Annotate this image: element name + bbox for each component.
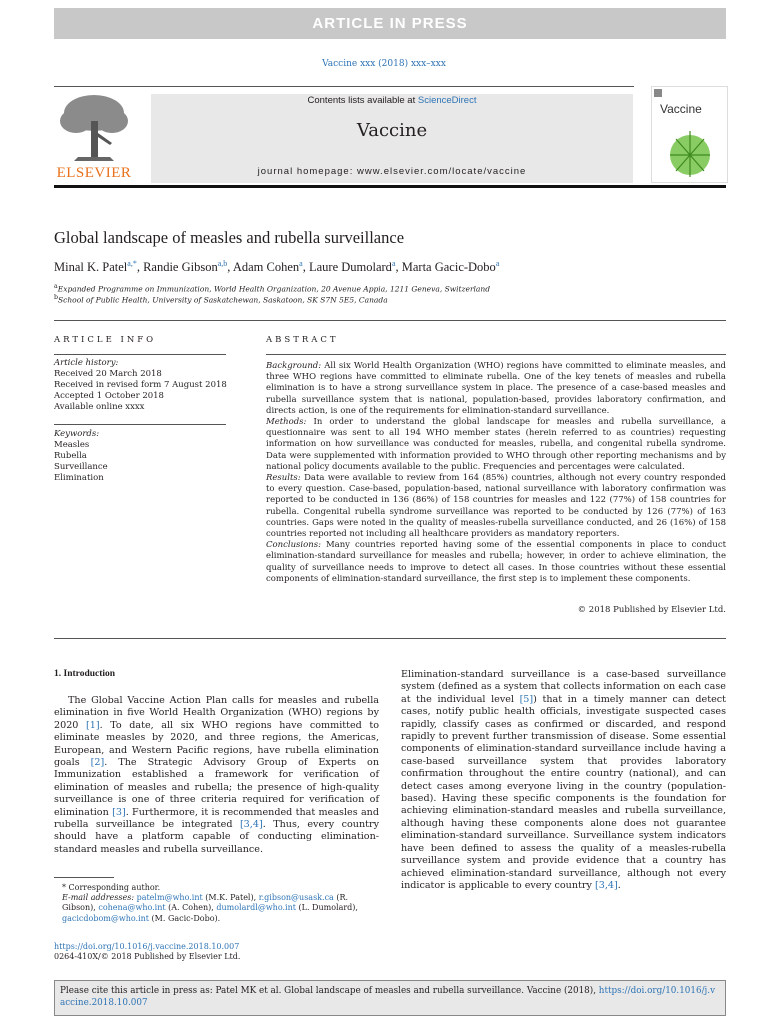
keywords-label: Keywords: [54,429,100,439]
abstract-text: Data were available to review from 164 (85%) countries, although not every country responded to every question. Case-based, population-based, national surveillance with laboratory confirmation was reported to be conducted in 136 (86%) of 158 countries for measles and 122 (77%) of 158 countries for rubella. Congenital rubella syndrome surveillance was reported to be conducted by 126 (77%) of 163 countries. Gaps were noted in the quality of measles-rubella surveillance conducted, and 26 (16%) of 158 countries reported not including all healthcare providers as mandatory reporters. [266,473,726,540]
contents-line [151,95,633,106]
article-title: Global landscape of measles and rubella surveillance [54,228,405,247]
doi-link[interactable]: https://doi.org/10.1016/j.vaccine.2018.10.007 [54,942,240,951]
article-history [54,358,227,413]
intro-paragraph-2 [401,669,726,892]
abstract-conclusions [266,540,726,585]
body-text: . Furthermore, it is recommended that measles and rubella surveillance be integrated [54,806,379,831]
author-name: Marta Gacic-Dobo [401,260,496,275]
citation-doi-link[interactable]: https://doi.org/10.1016/j.vaccine.2018.10.007 [60,986,716,1008]
journal-name: Vaccine [356,120,428,141]
affiliation-mark: a [54,283,58,290]
author-affil-mark[interactable]: a,b [217,259,228,268]
issn-line: 0264-410X/© 2018 Published by Elsevier Ltd. [54,952,241,961]
article-info-rule [54,354,226,355]
email-owner: (M. Gacic-Dobo). [149,913,221,923]
front-matter-rule [54,320,726,321]
author-name: Adam Cohen [232,260,300,275]
email-link[interactable]: gacicdobom@who.int [62,913,150,923]
author-list: Minal K. Patel$^{a,*}$, Randie Gibson$^{a,b}$, Adam Cohen$^a$, Laure Dumolard$^a$, Marta Gacic-Dobo$^a$ [54,259,500,275]
header-bottom-rule [54,185,726,188]
body-text: The Global Vaccine Action Plan calls for measles and rubella elimination in five World Health Organization (WHO) regions by 2020 [54,695,379,731]
reference-link[interactable]: [3] [112,806,126,818]
email-owner: (R. Gibson), [62,893,349,913]
abstract-text: Many countries reported having some of the essential components in place to conduct elimination-standard surveillance for measles and rubella; however, in order to achieve elimination, the quality of surveillance needs to improve to detect all cases. In those countries without these essential components of elimination-standard surveillance, the first step is to implement these components. [266,540,727,584]
article-in-press-banner: ARTICLE IN PRESS [54,8,726,39]
affiliation-text: Expanded Programme on Immunization, World Health Organization, 20 Avenue Appia, 1211 Geneva, Switzerland [57,284,491,294]
author-affil-mark[interactable]: a,* [127,259,137,268]
affiliation-text: School of Public Health, University of Saskatchewan, Saskatoon, SK S7N 5E5, Canada [58,295,388,305]
reference-link[interactable]: [3,4] [594,879,618,891]
body-text: . [617,879,621,891]
abstract-label: Results: [266,473,301,484]
body-text: . The Strategic Advisory Group of Experts on Immunization established a framework for verification of elimination of measles and rubella; the presence of high-quality surveillance is one of three criteria required for verification of elimination [54,757,379,818]
abstract-results [266,473,726,540]
body-text: ) that in a timely manner can detect cases, notify public health officials, investigate suspected cases rapidly, classify cases as confirmed or discarded, and respond rapidly to prevent further transmission of disease. Some essential components of elimination-standard surveillance include having a case-based surveillance system that provides laboratory confirmation throughout the entire country (national), and can detect cases among everyone living in the country (population-based). Having these specific components is the foundation for achieving elimination-standard measles and rubella surveillance, although having these components alone does not guarantee elimination-standard surveillance. Surveillance system indicators have been defined to assess the quality of a measles-rubella surveillance system and provide evidence that a country has achieved elimination-standard surveillance, although not every indicator is applicable to every country [401,693,726,891]
abstract-label: Background: [266,361,322,371]
author-affil-mark[interactable]: a [391,259,396,268]
abstract-label: Methods: [266,417,307,428]
footnotes [54,883,379,924]
keyword-item: Measles [54,440,90,450]
history-item: Received 20 March 2018 [54,369,162,379]
header-top-rule [54,86,634,87]
abstract-rule [266,354,726,355]
abstract-text: In order to understand the global landscape for measles and rubella surveillance, a questionnaire was sent to all 194 WHO member states (herein referred to as countries) requesting information on how surveillance was conducted for measles, rubella, and congenital rubella syndrome. Data were supplemented with information provided to WHO through other reporting mechanisms and by national policy documents available to the public. Frequencies and percentages were calculated. [266,417,726,472]
keywords-rule [54,424,226,425]
abstract-copyright: © 2018 Published by Elsevier Ltd. [577,605,726,615]
abstract-text: All six World Health Organization (WHO) regions have committed to eliminate measles, and three WHO regions have committed to eliminate rubella. One of the key tenets of measles and rubella elimination is to have a strong surveillance system in place. The presence of a case-based measles and rubella surveillance system that is national, population-based, provides laboratory confirmation, and directs action, is one of the requirements for elimination-standard surveillance. [266,361,726,416]
citation-text: Please cite this article in press as: Patel MK et al. Global landscape of measles and rubella surveillance. Vaccine (2018), [60,986,599,996]
reference-link[interactable]: [3,4] [239,819,263,831]
abstract-bottom-rule [54,638,726,639]
email-link[interactable]: cohena@who.int [98,903,166,913]
contents-prefix: Contents lists available at [307,95,418,106]
article-info-heading: ARTICLE INFO [54,335,157,345]
history-label: Article history: [54,358,119,368]
history-item: Received in revised form 7 August 2018 [54,380,227,390]
affiliation-a [54,283,490,294]
email-link[interactable]: r.gibson@usask.ca [258,893,334,903]
reference-link[interactable]: [2] [90,757,105,769]
email-owner: (M.K. Patel), [202,893,259,903]
author-name: Minal K. Patel [54,260,128,275]
email-owner: (A. Cohen), [165,903,217,913]
history-item: Available online xxxx [54,402,145,412]
email-link[interactable]: patelm@who.int [136,893,203,903]
body-text: Elimination-standard surveillance is a case-based surveillance system (defined as a system that collects information on each case at the individual level [401,669,726,705]
corresponding-author: * Corresponding author. [62,883,161,892]
abstract-methods [266,417,726,473]
author-affil-mark[interactable]: a [495,259,500,268]
email-link[interactable]: dumolardl@who.int [216,903,296,913]
sciencedirect-link[interactable]: ScienceDirect [417,95,477,106]
keywords [54,429,108,484]
keyword-item: Surveillance [54,462,108,472]
reference-link[interactable]: [1] [86,719,100,731]
journal-cover-image [651,86,728,183]
citation-box [54,980,726,1016]
keyword-item: Rubella [54,451,87,461]
affiliation-b [54,294,388,305]
body-text: . Thus, every country should have a platform capable of conducting elimination-standard measles and rubella surveillance. [54,819,379,855]
abstract-heading: ABSTRACT [266,335,339,345]
author-name: Laure Dumolard [308,260,392,275]
elsevier-wordmark: ELSEVIER [56,165,132,181]
keyword-item: Elimination [54,473,104,483]
author-affil-mark[interactable]: a [299,259,303,268]
body-text: . To date, all six WHO regions have committed to eliminate measles by 2020, and three regions, the Americas, European, and Western Pacific regions, have rubella elimination goals [54,719,380,769]
email-addresses [54,893,379,924]
abstract-label: Conclusions: [266,540,321,551]
reference-link[interactable]: [5] [519,693,534,705]
journal-reference[interactable]: Vaccine xxx (2018) xxx–xxx [322,59,446,69]
journal-homepage[interactable]: journal homepage: www.elsevier.com/locate/vaccine [257,166,527,177]
abstract-background [266,361,726,417]
abstract-body [266,361,726,585]
cover-title: Vaccine [660,102,702,116]
history-item: Accepted 1 October 2018 [54,391,164,401]
affiliation-mark: b [54,294,59,301]
section-heading-introduction: 1. Introduction [54,669,116,679]
footnote-rule [54,877,114,878]
intro-paragraph-1 [54,695,379,856]
email-label: E-mail addresses: [62,893,135,903]
email-owner: (L. Dumolard), [295,903,358,913]
doi-block [54,942,240,962]
author-name: Randie Gibson [143,260,218,275]
